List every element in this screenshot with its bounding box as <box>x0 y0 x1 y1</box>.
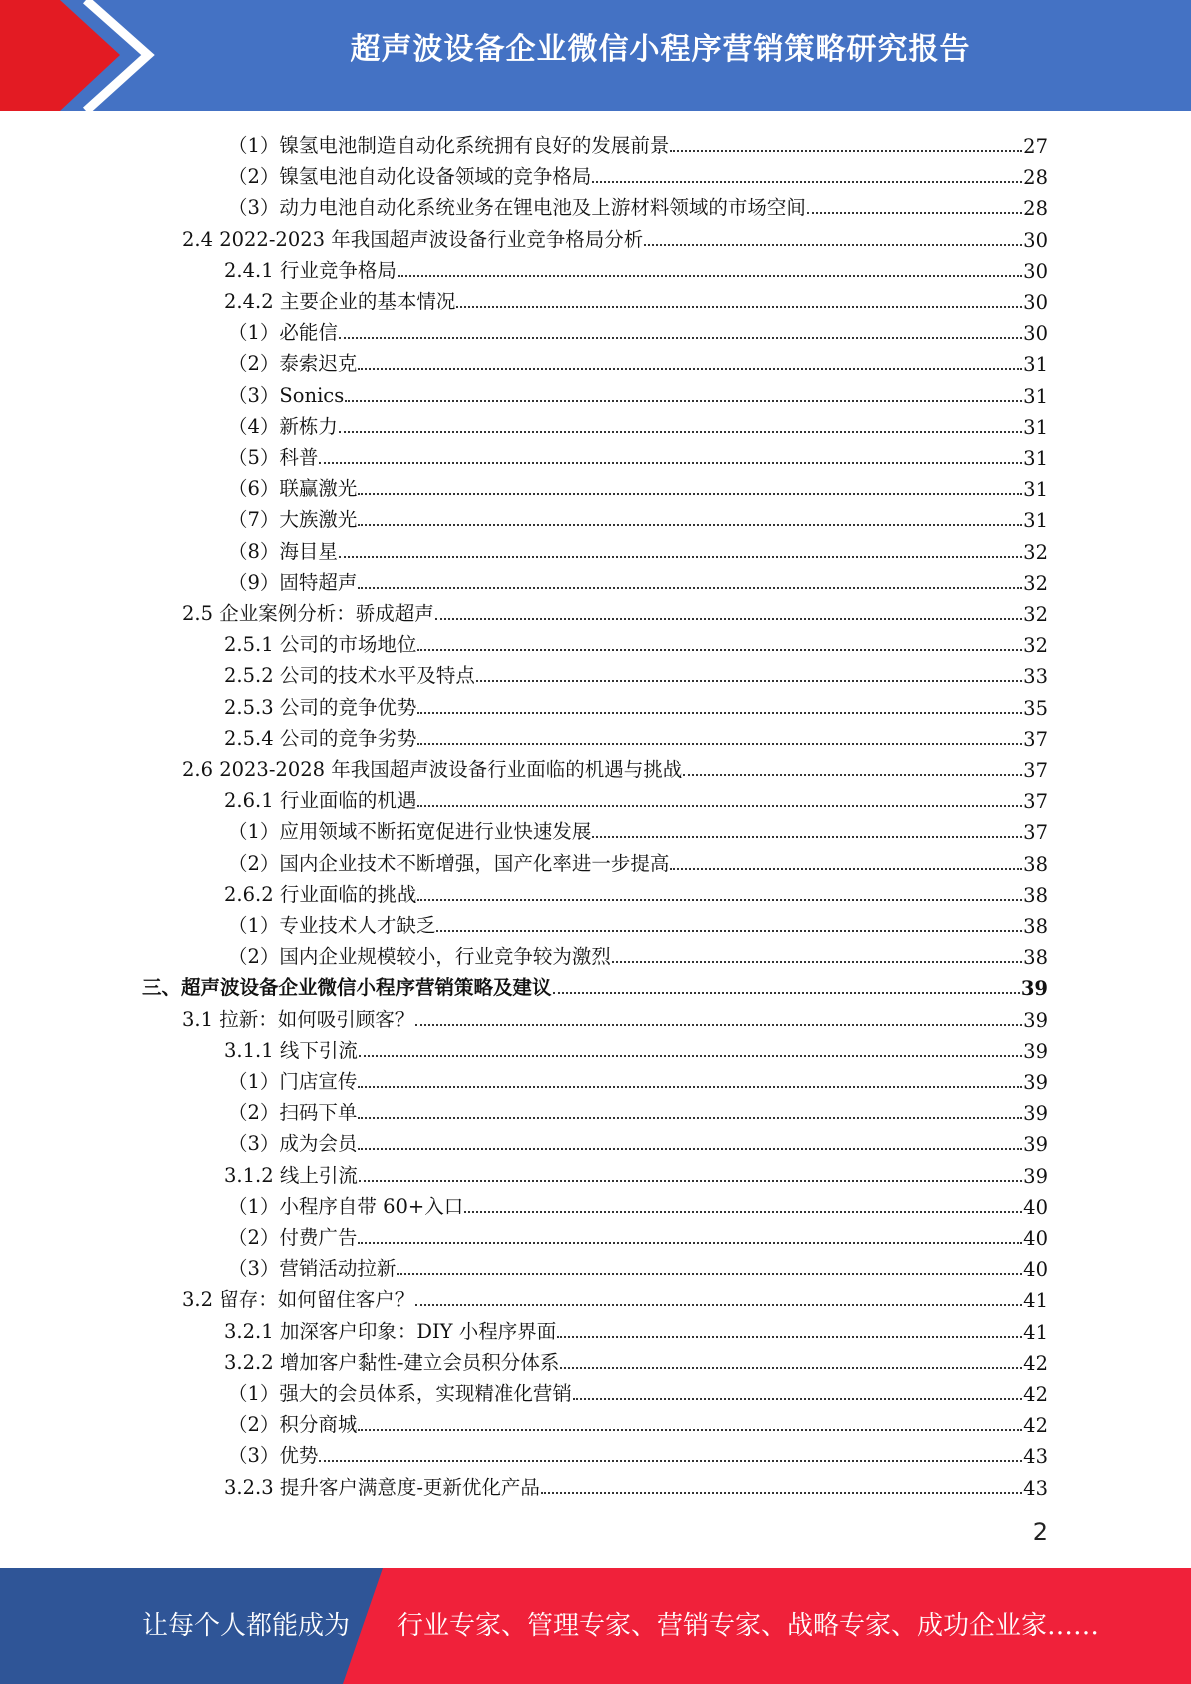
toc-entry-title: （1）应用领域不断拓宽促进行业快速发展 <box>228 820 592 844</box>
toc-dot-leader <box>358 1148 1022 1150</box>
page-footer <box>0 1568 1191 1684</box>
toc-entry-page: 33 <box>1023 665 1048 689</box>
toc-entry-title: 2.5.3 公司的竞争优势 <box>224 695 417 719</box>
toc-entry-page: 27 <box>1023 135 1048 158</box>
toc-dot-leader <box>592 836 1022 838</box>
toc-entry-title: （3）优势 <box>228 1444 319 1468</box>
toc-entry-title: （3）Sonics <box>228 383 345 407</box>
toc-entry[interactable] <box>228 314 1048 345</box>
toc-entry[interactable] <box>228 845 1048 876</box>
toc-entry-title: 2.5 企业案例分析：骄成超声 <box>182 602 434 625</box>
toc-entry-page: 42 <box>1023 1351 1048 1375</box>
toc-entry[interactable] <box>228 1063 1048 1094</box>
toc-entry-page: 43 <box>1023 1445 1048 1469</box>
toc-entry[interactable] <box>142 969 1048 1000</box>
toc-entry-page: 40 <box>1023 1258 1048 1282</box>
toc-entry-title: （2）国内企业技术不断增强，国产化率进一步提高 <box>228 851 670 875</box>
toc-entry-title: （3）动力电池自动化系统业务在锂电池及上游材料领域的市场空间 <box>228 196 806 220</box>
toc-entry-page: 32 <box>1023 540 1048 564</box>
toc-entry[interactable] <box>228 1375 1048 1406</box>
toc-entry-title: （9）固特超声 <box>228 570 358 594</box>
toc-entry-page: 32 <box>1023 634 1048 658</box>
toc-entry-title: （1）镍氢电池制造自动化系统拥有良好的发展前景 <box>228 134 670 157</box>
toc-entry-page: 39 <box>1023 1071 1048 1094</box>
toc-dot-leader <box>456 306 1022 308</box>
toc-entry[interactable] <box>224 1313 1048 1344</box>
toc-dot-leader <box>644 244 1022 246</box>
toc-entry[interactable] <box>182 595 1048 626</box>
toc-entry-title: （2）国内企业规模较小，行业竞争较为激烈 <box>228 945 611 969</box>
toc-entry-title: 3.2.1 加深客户印象：DIY 小程序界面 <box>224 1319 557 1343</box>
toc-dot-leader <box>560 1367 1022 1369</box>
toc-entry[interactable] <box>224 1032 1048 1063</box>
toc-entry-title: （5）科普 <box>228 446 319 469</box>
toc-entry[interactable] <box>228 189 1048 220</box>
toc-entry-page: 39 <box>1023 1164 1048 1188</box>
toc-entry-page: 41 <box>1023 1320 1048 1344</box>
toc-entry-title: （1）必能信 <box>228 321 338 345</box>
toc-entry-title: （2）付费广告 <box>228 1226 358 1249</box>
toc-entry-page: 39 <box>1023 1008 1048 1032</box>
toc-entry-title: 2.4.1 行业竞争格局 <box>224 258 397 282</box>
toc-entry-title: 3.1.2 线上引流 <box>224 1163 358 1187</box>
toc-entry[interactable] <box>224 720 1048 751</box>
toc-entry-page: 39 <box>1023 1039 1048 1063</box>
toc-dot-leader <box>358 1242 1022 1244</box>
toc-entry-page: 41 <box>1023 1289 1048 1313</box>
toc-entry-title: 3.2 留存：如何留住客户？ <box>182 1288 415 1312</box>
toc-entry[interactable] <box>182 1001 1048 1032</box>
toc-entry-page: 28 <box>1023 197 1048 221</box>
toc-dot-leader <box>683 774 1022 776</box>
toc-dot-leader <box>807 212 1022 214</box>
toc-entry-page: 32 <box>1023 571 1048 595</box>
toc-entry-title: （3）成为会员 <box>228 1132 358 1156</box>
toc-dot-leader <box>476 680 1022 682</box>
toc-dot-leader <box>670 150 1022 152</box>
toc-entry-page: 30 <box>1023 322 1048 346</box>
toc-entry-title: （1）小程序自带 60+入口 <box>228 1194 464 1218</box>
toc-entry-title: 2.6 2023-2028 年我国超声波设备行业面临的机遇与挑战 <box>182 758 683 781</box>
toc-dot-leader <box>397 1273 1022 1275</box>
toc-dot-leader <box>417 712 1022 714</box>
toc-entry-page: 31 <box>1023 415 1048 439</box>
toc-entry[interactable] <box>224 657 1048 688</box>
toc-dot-leader <box>358 493 1022 495</box>
toc-entry[interactable] <box>182 751 1048 782</box>
toc-entry-page: 31 <box>1023 447 1048 470</box>
toc-entry[interactable] <box>228 470 1048 501</box>
toc-entry-title: （2）镍氢电池自动化设备领域的竞争格局 <box>228 165 592 189</box>
toc-entry-title: （7）大族激光 <box>228 508 358 532</box>
toc-entry-title: （1）门店宣传 <box>228 1070 358 1093</box>
toc-entry[interactable] <box>228 1437 1048 1468</box>
toc-entry[interactable] <box>228 439 1048 470</box>
toc-entry[interactable] <box>182 221 1048 252</box>
toc-entry-title: 3.1 拉新：如何吸引顾客？ <box>182 1007 415 1031</box>
toc-entry-title: （1）专业技术人才缺乏 <box>228 914 436 937</box>
toc-entry-page: 32 <box>1023 603 1048 626</box>
toc-dot-leader <box>359 1055 1022 1057</box>
toc-dot-leader <box>415 1024 1022 1026</box>
toc-dot-leader <box>415 1304 1022 1306</box>
toc-entry[interactable] <box>228 377 1048 408</box>
toc-entry-page: 38 <box>1023 946 1048 970</box>
toc-entry-page: 31 <box>1023 353 1048 377</box>
toc-dot-leader <box>358 368 1022 370</box>
toc-dot-leader <box>359 1180 1022 1182</box>
toc-dot-leader <box>417 649 1022 651</box>
toc-entry[interactable] <box>228 1406 1048 1437</box>
toc-entry-page: 31 <box>1023 509 1048 533</box>
toc-entry-page: 30 <box>1023 228 1048 252</box>
toc-entry-title: 2.4.2 主要企业的基本情况 <box>224 290 456 313</box>
toc-entry-page: 38 <box>1023 852 1048 876</box>
toc-entry[interactable] <box>224 876 1048 907</box>
toc-entry[interactable] <box>228 158 1048 189</box>
toc-entry-page: 37 <box>1023 821 1048 845</box>
toc-entry-title: 2.4 2022-2023 年我国超声波设备行业竞争格局分析 <box>182 227 644 251</box>
toc-dot-leader <box>358 1086 1022 1088</box>
toc-entry-title: （8）海目星 <box>228 539 338 563</box>
toc-entry[interactable] <box>224 626 1048 657</box>
toc-entry-title: 2.5.2 公司的技术水平及特点 <box>224 664 475 688</box>
toc-entry-title: 三、超声波设备企业微信小程序营销策略及建议 <box>142 976 552 1000</box>
toc-entry[interactable] <box>228 408 1048 439</box>
toc-entry-title: 2.6.1 行业面临的机遇 <box>224 789 417 813</box>
toc-entry-title: （6）联赢激光 <box>228 477 358 501</box>
toc-entry-title: （3）营销活动拉新 <box>228 1257 397 1281</box>
toc-entry-title: （2）泰索迟克 <box>228 352 358 376</box>
toc-entry-title: （2）扫码下单 <box>228 1101 358 1125</box>
toc-dot-leader <box>339 431 1022 433</box>
toc-dot-leader <box>319 1460 1022 1462</box>
toc-entry[interactable] <box>228 1250 1048 1281</box>
toc-entry[interactable] <box>228 1125 1048 1156</box>
toc-dot-leader <box>358 1429 1022 1431</box>
toc-entry-page: 31 <box>1023 384 1048 408</box>
toc-dot-leader <box>541 1492 1022 1494</box>
toc-entry-page: 31 <box>1023 478 1048 502</box>
toc-entry[interactable] <box>224 283 1048 314</box>
toc-entry-title: 3.1.1 线下引流 <box>224 1038 358 1062</box>
toc-entry-page: 42 <box>1023 1414 1048 1438</box>
toc-dot-leader <box>553 992 1020 994</box>
toc-entry-page: 30 <box>1023 259 1048 283</box>
toc-entry-page: 37 <box>1023 790 1048 814</box>
toc-entry-title: （2）积分商城 <box>228 1413 358 1437</box>
toc-dot-leader <box>612 961 1022 963</box>
toc-entry[interactable] <box>228 533 1048 564</box>
toc-entry[interactable] <box>224 689 1048 720</box>
toc-entry-title: （4）新栋力 <box>228 414 338 438</box>
toc-entry-title: 2.5.1 公司的市场地位 <box>224 633 417 657</box>
footer-roles: 行业专家、管理专家、营销专家、战略专家、成功企业家…… <box>397 1611 1100 1641</box>
toc-dot-leader <box>670 868 1022 870</box>
toc-dot-leader <box>358 524 1022 526</box>
toc-entry[interactable] <box>182 1281 1048 1312</box>
toc-entry-page: 37 <box>1023 759 1048 782</box>
toc-entry-page: 42 <box>1023 1383 1048 1406</box>
toc-entry[interactable] <box>228 938 1048 969</box>
toc-entry-page: 40 <box>1023 1227 1048 1250</box>
toc-entry-page: 39 <box>1020 977 1048 1001</box>
toc-dot-leader <box>398 275 1022 277</box>
toc-entry[interactable] <box>224 1157 1048 1188</box>
toc-entry[interactable] <box>228 127 1048 158</box>
toc-entry-page: 38 <box>1023 883 1048 907</box>
toc-dot-leader <box>436 930 1022 932</box>
page-header <box>0 0 1191 111</box>
toc-entry[interactable] <box>228 345 1048 376</box>
toc-entry[interactable] <box>224 252 1048 283</box>
toc-dot-leader <box>435 618 1022 620</box>
toc-dot-leader <box>358 1117 1022 1119</box>
toc-entry[interactable] <box>224 1344 1048 1375</box>
toc-entry[interactable] <box>228 1188 1048 1219</box>
toc-entry-page: 30 <box>1023 291 1048 314</box>
toc-entry-page: 43 <box>1023 1476 1048 1500</box>
toc-dot-leader <box>339 556 1022 558</box>
toc-entry[interactable] <box>228 1219 1048 1250</box>
report-title: 超声波设备企业微信小程序营销策略研究报告 <box>350 32 971 67</box>
toc-dot-leader <box>464 1211 1022 1213</box>
toc-entry-title: 2.6.2 行业面临的挑战 <box>224 882 417 906</box>
toc-dot-leader <box>417 805 1022 807</box>
toc-entry-title: （1）强大的会员体系，实现精准化营销 <box>228 1382 572 1405</box>
page-number: 2 <box>1032 1518 1048 1546</box>
toc-entry-title: 3.2.2 增加客户黏性-建立会员积分体系 <box>224 1350 560 1374</box>
toc-entry[interactable] <box>228 501 1048 532</box>
toc-entry-page: 39 <box>1023 1133 1048 1157</box>
toc-entry[interactable] <box>228 564 1048 595</box>
toc-entry-title: 2.5.4 公司的竞争劣势 <box>224 726 417 750</box>
toc-dot-leader <box>573 1398 1022 1400</box>
toc-entry-page: 35 <box>1023 696 1048 720</box>
toc-entry-title: 3.2.3 提升客户满意度-更新优化产品 <box>224 1475 540 1499</box>
toc-dot-leader <box>557 1336 1022 1338</box>
toc-entry-page: 37 <box>1023 727 1048 751</box>
toc-dot-leader <box>417 743 1022 745</box>
toc-entry[interactable] <box>224 782 1048 813</box>
toc-dot-leader <box>345 400 1022 402</box>
toc-entry-page: 28 <box>1023 166 1048 190</box>
toc-dot-leader <box>592 181 1022 183</box>
toc-entry[interactable] <box>224 1469 1048 1500</box>
toc-dot-leader <box>417 899 1022 901</box>
toc-dot-leader <box>319 462 1022 464</box>
toc-dot-leader <box>339 337 1022 339</box>
toc-dot-leader <box>358 587 1022 589</box>
footer-slogan: 让每个人都能成为 <box>142 1611 351 1641</box>
toc-entry[interactable] <box>228 1094 1048 1125</box>
toc-entry-page: 39 <box>1023 1102 1048 1126</box>
toc-entry-page: 40 <box>1023 1195 1048 1219</box>
toc-entry[interactable] <box>228 813 1048 844</box>
toc-entry-page: 38 <box>1023 915 1048 938</box>
toc-entry[interactable] <box>228 907 1048 938</box>
